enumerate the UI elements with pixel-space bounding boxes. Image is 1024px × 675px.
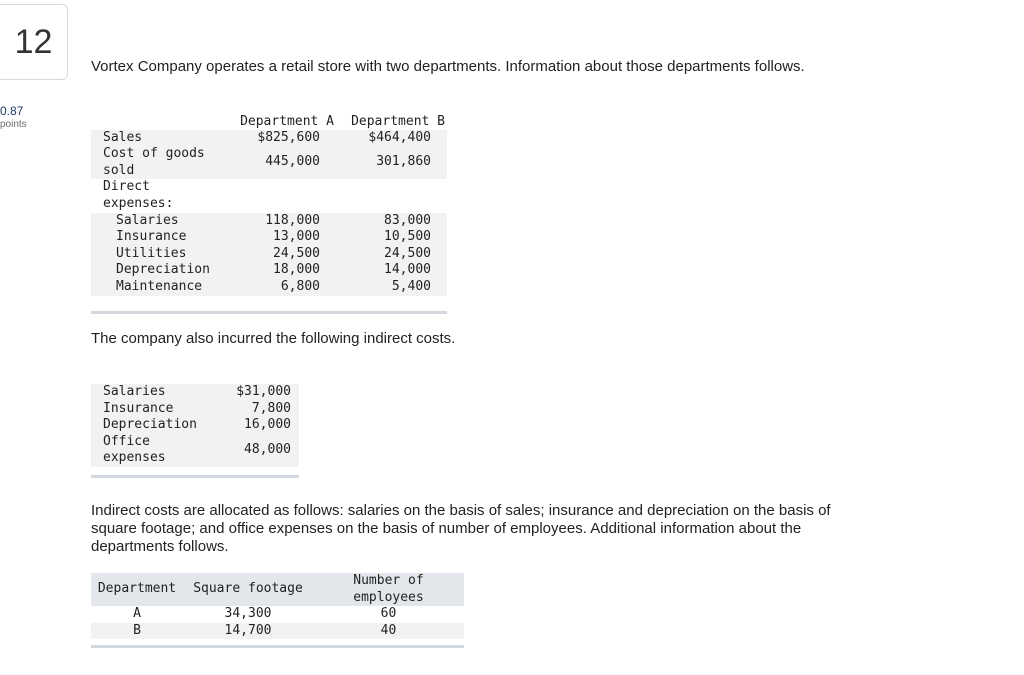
cell-dept-b: [336, 179, 447, 212]
cell-square-footage: 14,700: [183, 623, 313, 640]
table-row: [91, 384, 299, 401]
table-row: [91, 246, 447, 263]
table-spacer: [91, 296, 447, 313]
table-header-row: [91, 113, 447, 130]
cell-dept-a: 445,000: [225, 146, 336, 179]
table-row: [91, 130, 447, 147]
allocation-paragraph: Indirect costs are allocated as follows: salaries on the basis of sales; insurance and depreciation on the basis of square footage; and office expenses on the basis of number of employees. Additional information about the departments follows.: [91, 502, 831, 555]
points-label: points: [0, 119, 27, 130]
cell-dept-a: [225, 179, 336, 212]
indirect-intro-paragraph: The company also incurred the following indirect costs.: [91, 330, 456, 347]
table-spacer: [91, 639, 464, 647]
table-row: [91, 401, 299, 418]
cell-dept-b: 83,000: [336, 213, 447, 230]
table-row: [91, 229, 447, 246]
row-label: Salaries: [91, 213, 225, 230]
question-number: 12: [14, 22, 53, 61]
department-info-table: [91, 573, 464, 648]
points-value: 0.87: [0, 104, 24, 118]
row-label: Utilities: [91, 246, 225, 263]
table-row: [91, 434, 299, 467]
cell-dept-a: 13,000: [225, 229, 336, 246]
cell-value: 48,000: [219, 434, 299, 467]
table-header-row: [91, 366, 299, 384]
table-row: [91, 146, 447, 179]
table-row: [91, 279, 447, 296]
cell-dept-a: $825,600: [225, 130, 336, 147]
table-row: [91, 417, 299, 434]
cell-value: $31,000: [219, 384, 299, 401]
row-label: Insurance: [91, 401, 219, 418]
row-label: Depreciation: [91, 417, 219, 434]
table-row: [91, 623, 464, 640]
row-label: Depreciation: [91, 262, 225, 279]
column-header-employees: Number of employees: [313, 573, 464, 606]
table-row: [91, 606, 464, 623]
cell-dept-a: 24,500: [225, 246, 336, 263]
cell-dept-a: 118,000: [225, 213, 336, 230]
question-number-box: [0, 4, 68, 80]
department-table: [91, 113, 447, 314]
cell-dept-b: 14,000: [336, 262, 447, 279]
row-label: Insurance: [91, 229, 225, 246]
row-label: Salaries: [91, 384, 219, 401]
cell-dept-b: 10,500: [336, 229, 447, 246]
cell-square-footage: 34,300: [183, 606, 313, 623]
table-row: [91, 179, 447, 212]
indirect-costs-table: [91, 366, 299, 478]
row-label: Direct expenses:: [91, 179, 225, 212]
row-label: Office expenses: [91, 434, 219, 467]
table-header-row: [91, 573, 464, 606]
cell-dept-a: 18,000: [225, 262, 336, 279]
cell-department: A: [91, 606, 183, 623]
intro-paragraph: Vortex Company operates a retail store with two departments. Information about those departments follows.: [91, 58, 805, 75]
cell-dept-b: 301,860: [336, 146, 447, 179]
row-label: Maintenance: [91, 279, 225, 296]
cell-value: 7,800: [219, 401, 299, 418]
row-label: Sales: [91, 130, 225, 147]
column-header-dept-a: Department A: [225, 113, 336, 130]
row-label: Cost of goods sold: [91, 146, 225, 179]
table-row: [91, 262, 447, 279]
cell-employees: 60: [313, 606, 464, 623]
cell-dept-b: 24,500: [336, 246, 447, 263]
cell-value: 16,000: [219, 417, 299, 434]
cell-dept-a: 6,800: [225, 279, 336, 296]
table-spacer: [91, 467, 299, 477]
cell-dept-b: 5,400: [336, 279, 447, 296]
column-header-square-footage: Square footage: [183, 573, 313, 606]
cell-dept-b: $464,400: [336, 130, 447, 147]
cell-department: B: [91, 623, 183, 640]
column-header-dept-b: Department B: [336, 113, 447, 130]
table-row: [91, 213, 447, 230]
cell-employees: 40: [313, 623, 464, 640]
column-header-department: Department: [91, 573, 183, 606]
